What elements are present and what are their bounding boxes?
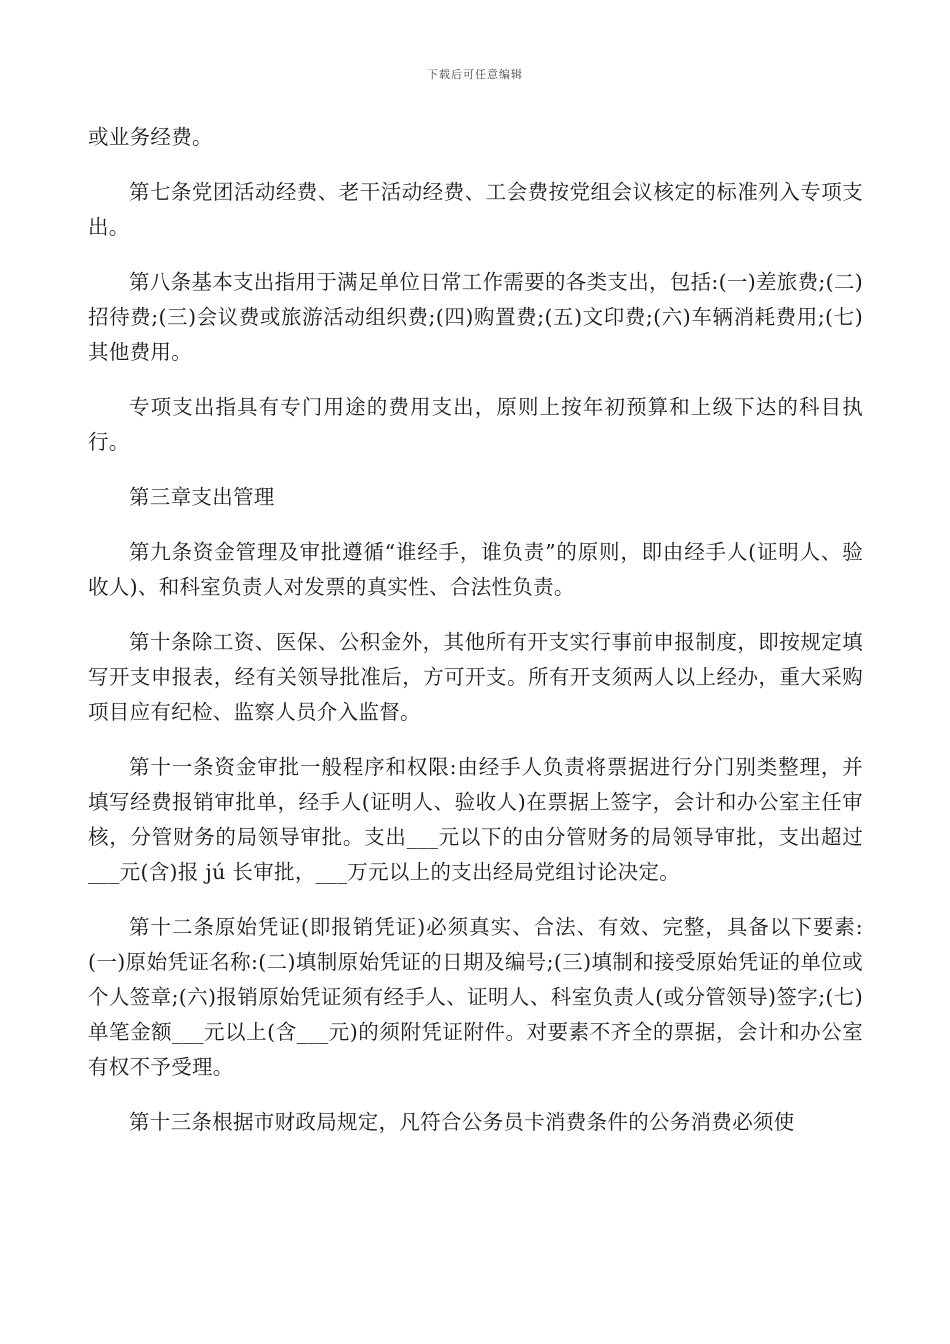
document-body bbox=[88, 120, 863, 1160]
paragraph: 第十二条原始凭证(即报销凭证)必须真实、合法、有效、完整，具备以下要素:(一)原始凭证名称:(二)填制原始凭证的日期及编号;(三)填制和接受原始凭证的单位或个人签章;(六)报销原始凭证须有经手人、证明人、科室负责人(或分管领导)签字;(七)单笔金额___元以上(含___元)的须附凭证附件。对要素不齐全的票据，会计和办公室有权不予受理。 bbox=[88, 915, 863, 1079]
page-header: 下载后可任意编辑 bbox=[427, 68, 523, 81]
paragraph: 第七条党团活动经费、老干活动经费、工会费按党组会议核定的标准列入专项支出。 bbox=[88, 180, 863, 239]
paragraph: 专项支出指具有专门用途的费用支出，原则上按年初预算和上级下达的科目执行。 bbox=[88, 395, 863, 454]
paragraph: 第八条基本支出指用于满足单位日常工作需要的各类支出，包括:(一)差旅费;(二)招待费;(三)会议费或旅游活动组织费;(四)购置费;(五)文印费;(六)车辆消耗费用;(七)其他费用。 bbox=[88, 270, 864, 364]
paragraph: 或业务经费。 bbox=[88, 125, 213, 149]
paragraph: 第十一条资金审批一般程序和权限:由经手人负责将票据进行分门别类整理，并填写经费报销审批单，经手人(证明人、验收人)在票据上签字，会计和办公室主任审核，分管财务的局领导审批。支出___元以下的由分管财务的局领导审批，支出超过___元(含)报 jú 长审批，___万元以上的支出经局党组讨论决定。 bbox=[88, 755, 863, 884]
paragraph: 第九条资金管理及审批遵循“谁经手，谁负责”的原则，即由经手人(证明人、验收人)、和科室负责人对发票的真实性、合法性负责。 bbox=[88, 540, 863, 599]
paragraph: 第十三条根据市财政局规定，凡符合公务员卡消费条件的公务消费必须使 bbox=[129, 1110, 795, 1134]
chapter-heading: 第三章支出管理 bbox=[129, 485, 275, 509]
paragraph: 第十条除工资、医保、公积金外，其他所有开支实行事前申报制度，即按规定填写开支申报表，经有关领导批准后，方可开支。所有开支须两人以上经办，重大采购项目应有纪检、监察人员介入监督。 bbox=[88, 630, 863, 724]
